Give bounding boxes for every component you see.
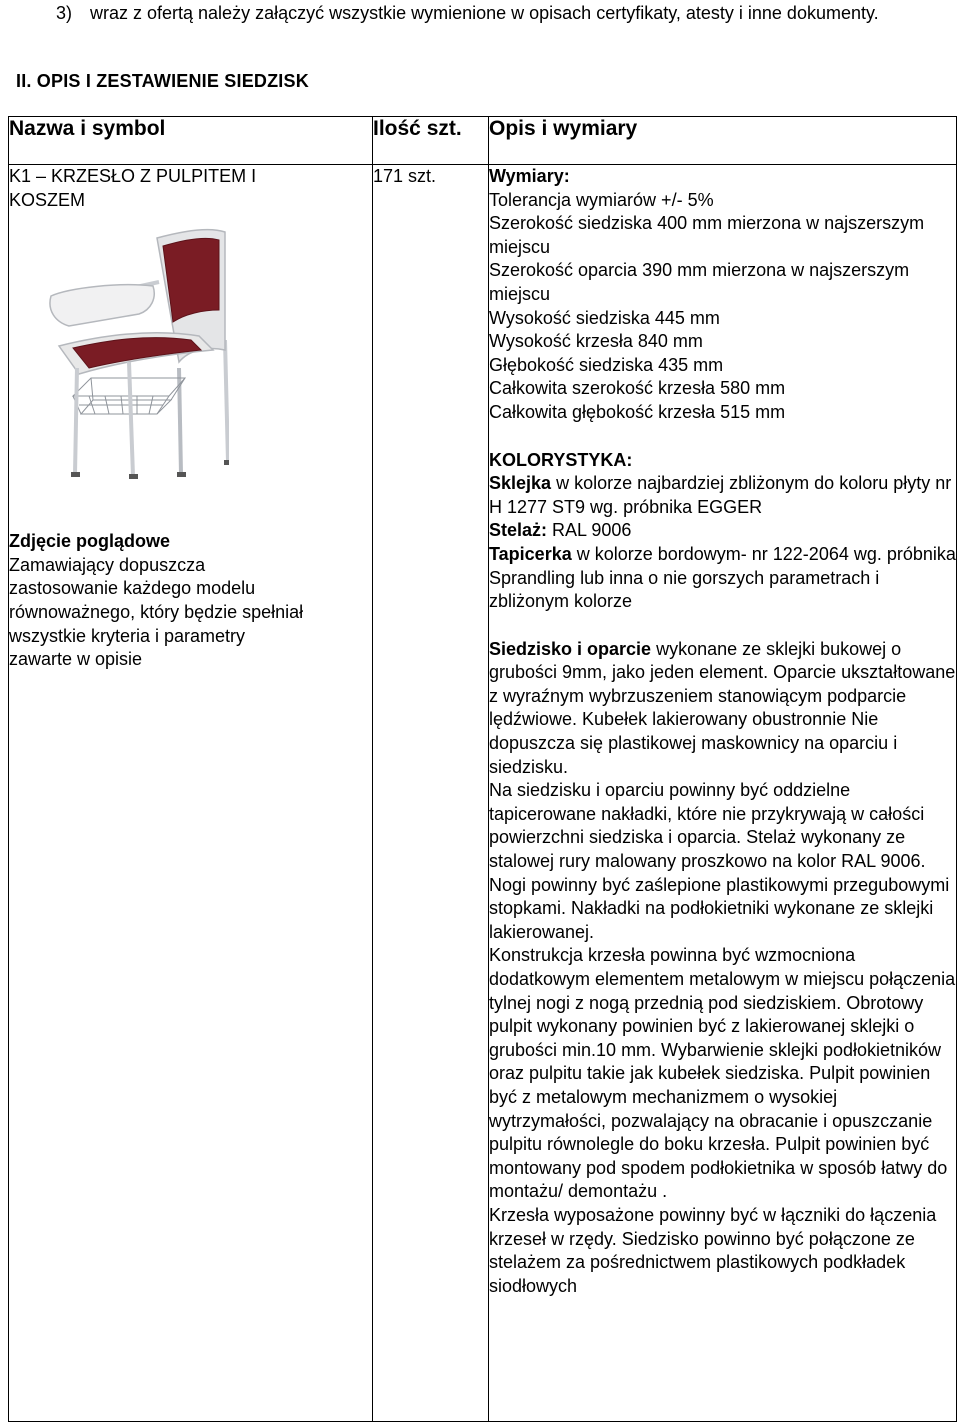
- dimension-line: Szerokość siedziska 400 mm mierzona w najszerszym miejscu: [489, 213, 925, 257]
- seats-spec-table: [8, 116, 957, 1422]
- plywood-color-spec: [489, 472, 956, 519]
- photo-caption: [9, 530, 309, 672]
- frame-text: RAL 9006: [547, 520, 632, 541]
- upholstery-text: w kolorze bordowym- nr 122-2064 wg. próbnika Sprandling lub inna o nie gorszych parametrach i zbliżonym kolorze: [489, 543, 956, 612]
- description-paragraph: Konstrukcja krzesła powinna być wzmocniona dodatkowym elementem metalowym w miejscu połączenia tylnej nogi z nogą przednią pod siedziskiem. Obrotowy pulpit wykonany powinien być z lakierowanej sklejki o grubości min.10 mm. Wybarwienie sklejki podłokietników oraz pulpitu takie jak kubełek siedziska. Pulpit powinien być z metalowym mechanizmem o wysokiej wytrzymałości, pozwalający na obracanie i opuszczanie pulpitu równolegle do boku krzesła. Pulpit powinien być montowany pod spodem podłokietnika w sposób łatwy do montażu/ demontażu .: [489, 945, 956, 1202]
- quantity-cell: [373, 165, 489, 1422]
- header-qty: Ilość szt.: [373, 117, 489, 165]
- construction-label: Siedzisko i oparcie: [489, 638, 652, 659]
- dimension-line: Wysokość siedziska 445 mm: [489, 307, 720, 328]
- chair-with-desk-and-basket-illustration: [29, 218, 229, 482]
- plywood-label: Sklejka: [489, 473, 552, 494]
- name-cell: [9, 165, 373, 1422]
- table-header-row: [9, 117, 957, 165]
- table-row: [9, 165, 957, 1422]
- intro-text: wraz z ofertą należy załączyć wszystkie wymienione w opisach certyfikaty, atesty i inne dokumenty.: [90, 3, 879, 23]
- description-paragraph: Krzesła wyposażone powinny być w łączniki do łączenia krzeseł w rzędy. Siedzisko powinno być połączone ze stelażem za pośrednictwem plastikowych podkładek siodłowych: [489, 1204, 937, 1296]
- frame-label: Stelaż:: [489, 520, 548, 541]
- dimension-line: Szerokość oparcia 390 mm mierzona w najszerszym miejscu: [489, 260, 910, 304]
- description-paragraph: Na siedzisku i oparciu powinny być oddzielne tapicerowane nakładki, które nie przykrywają w całości powierzchni siedziska i oparcia. Stelaż wykonany ze stalowej rury malowany proszkowo na kolor RAL 9006. Nogi powinny być zaślepione plastikowymi przegubowymi stopkami. Nakładki na podłokietniki wykonane ze sklejki lakierowanej.: [489, 780, 950, 942]
- dimension-line: Całkowita głębokość krzesła 515 mm: [489, 401, 786, 422]
- intro-item: [56, 2, 946, 26]
- dimension-line: Tolerancja wymiarów +/- 5%: [489, 189, 714, 210]
- caption-title: Zdjęcie poglądowe: [9, 531, 171, 552]
- plywood-text: w kolorze najbardziej zbliżonym do koloru płyty nr H 1277 ST9 wg. próbnika EGGER: [489, 473, 952, 517]
- section-title: II. OPIS I ZESTAWIENIE SIEDZISK: [16, 71, 309, 91]
- dimension-line: Wysokość krzesła 840 mm: [489, 331, 703, 352]
- dimension-line: Głębokość siedziska 435 mm: [489, 354, 724, 375]
- dimension-line: Całkowita szerokość krzesła 580 mm: [489, 378, 786, 399]
- construction-paragraph: [489, 638, 956, 780]
- dimensions-title: Wymiary:: [489, 166, 570, 186]
- construction-text: wykonane ze sklejki bukowej o grubości 9mm, jako jeden element. Oparcie ukształtowane z wyraźnym wybrzuszeniem stanowiącym podparcie lędźwiowe. Kubełek lakierowany obustronnie Nie dopuszcza się plastikowej maskownicy na oparciu i siedzisku.: [489, 638, 956, 777]
- upholstery-label: Tapicerka: [489, 543, 572, 564]
- frame-color-spec: [489, 519, 956, 543]
- header-description: Opis i wymiary: [489, 117, 957, 165]
- product-name: K1 – KRZESŁO Z PULPITEM I KOSZEM: [9, 166, 257, 210]
- header-name: Nazwa i symbol: [9, 117, 373, 165]
- caption-text: Zamawiający dopuszcza zastosowanie każdego modelu równoważnego, który będzie spełniał wszystkie kryteria i parametry zawarte w opisie: [9, 554, 304, 670]
- description-cell: [489, 165, 957, 1422]
- colors-title: KOLORYSTYKA:: [489, 449, 633, 470]
- intro-number: 3): [56, 3, 73, 23]
- quantity-value: 171 szt.: [373, 166, 437, 186]
- upholstery-color-spec: [489, 543, 956, 614]
